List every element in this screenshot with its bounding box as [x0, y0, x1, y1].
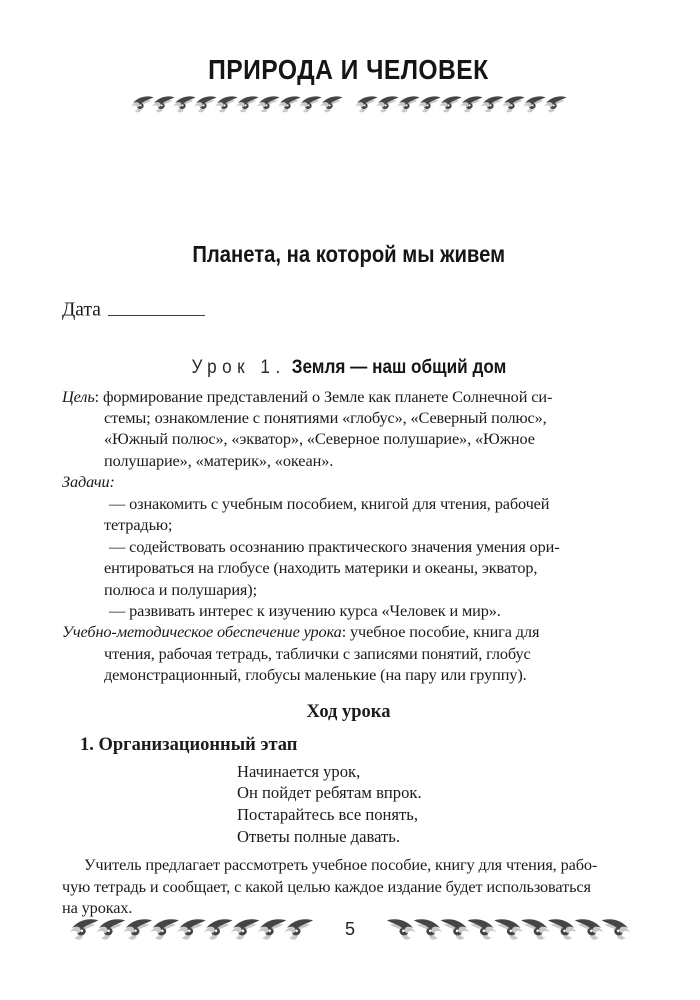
lesson-number: Урок 1.: [191, 355, 286, 378]
wave-ornament-left-icon: [67, 916, 315, 942]
tasks-label-line: [62, 471, 635, 492]
poem-line-1: Начинается урок,: [237, 761, 361, 781]
page-number: 5: [344, 919, 355, 939]
goal-first-text: : формирование представлений о Земле как планете Солнечной си-: [94, 386, 553, 406]
lesson-heading: [62, 354, 635, 380]
date-blank-line: [108, 295, 205, 316]
goal-line-2: стемы; ознакомление с понятиями «глобус», «Северный полюс»,: [104, 407, 547, 427]
task-3-line-1: — развивать интерес к изучению курса «Человек и мир».: [109, 601, 501, 621]
poem: [237, 761, 635, 847]
wave-ornament-icon: [130, 94, 568, 114]
materials-line-3: демонстрационный, глобусы маленькие (на пару или группу).: [104, 665, 527, 685]
chapter-title: [62, 240, 635, 268]
page-footer: [0, 916, 700, 942]
task-1-line-1: — ознакомить с учебным пособием, книгой для чтения, рабочей: [109, 493, 550, 513]
teacher-paragraph: [62, 854, 635, 919]
lesson-body: [62, 386, 635, 686]
section-title-text: ПРИРОДА И ЧЕЛОВЕК: [208, 54, 489, 85]
task-2-line-2: ентироваться на глобусе (находить материки и океаны, экватор,: [104, 558, 538, 578]
lesson-title: Земля — наш общий дом: [291, 355, 506, 378]
materials-first-text: : учебное пособие, книга для: [341, 622, 540, 642]
tasks-label: Задачи:: [62, 472, 115, 492]
task-2-line-3: полюса и полушария);: [104, 579, 257, 599]
task-1-line-2: тетрадью;: [104, 515, 173, 535]
date-label: Дата: [62, 299, 101, 321]
goal-line-1: [62, 386, 635, 407]
materials-label: Учебно-методическое обеспечение урока: [62, 622, 342, 642]
teacher-line-2: чую тетрадь и сообщает, с какой целью каждое издание будет использоваться: [62, 876, 591, 896]
lesson-heading-text: [191, 354, 506, 380]
poem-line-4: Ответы полные давать.: [237, 826, 400, 846]
section-title: [62, 54, 635, 86]
course-heading: Ход урока: [306, 701, 391, 722]
goal-line-3: «Южный полюс», «экватор», «Северное полушарие», «Южное: [104, 429, 535, 449]
goal-line-4: полушарие», «материк», «океан».: [104, 450, 334, 470]
task-2-line-1: — содействовать осознанию практического значения умения ори-: [109, 536, 560, 556]
materials-line-1: [62, 621, 635, 642]
stage-1-heading: 1. Организационный этап: [80, 734, 298, 755]
poem-line-2: Он пойдет ребятам впрок.: [237, 783, 422, 803]
materials-line-2: чтения, рабочая тетрадь, таблички с записями понятий, глобус: [104, 643, 531, 663]
teacher-line-1: Учитель предлагает рассмотреть учебное пособие, книгу для чтения, рабо-: [84, 855, 598, 875]
goal-label: Цель: [62, 386, 95, 406]
teacher-line-3: на уроках.: [62, 898, 133, 918]
wave-ornament-top: [62, 94, 635, 114]
page-content: [0, 54, 700, 919]
wave-ornament-right-icon: [385, 916, 633, 942]
chapter-title-text: Планета, на которой мы живем: [192, 241, 505, 267]
poem-line-3: Постарайтесь все понять,: [237, 805, 419, 825]
date-row: [62, 295, 635, 324]
